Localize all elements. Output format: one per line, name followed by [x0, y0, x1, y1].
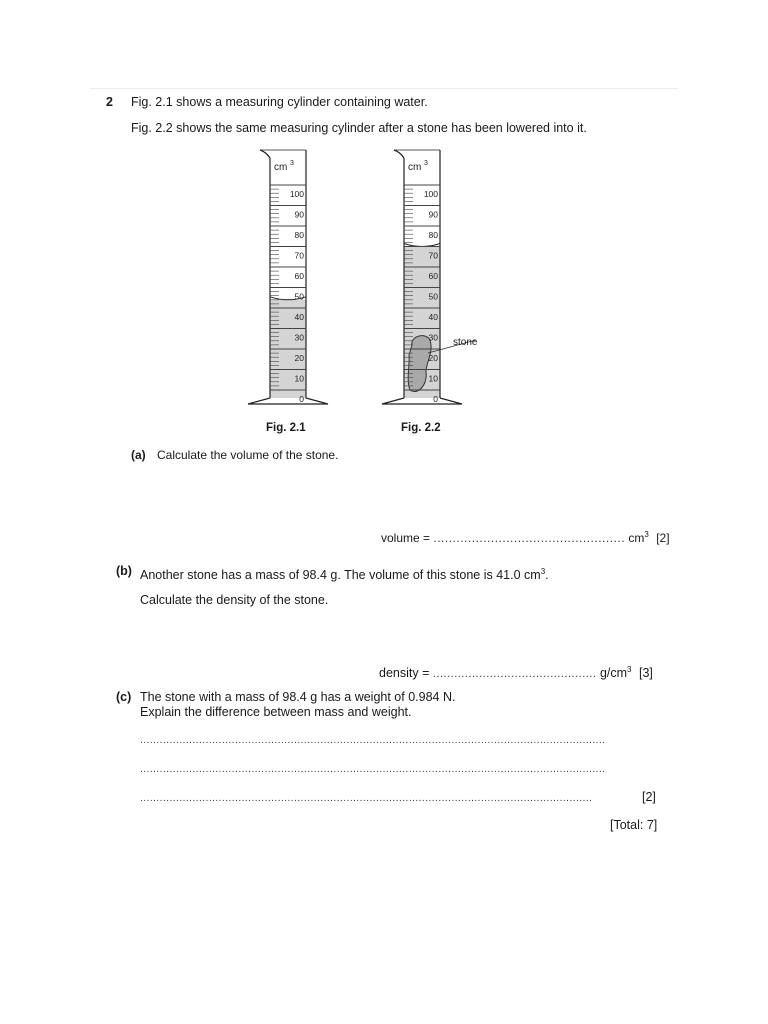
- cylinder-base: [382, 398, 462, 404]
- tube-lip: [394, 150, 404, 158]
- part-b-marks: [3]: [638, 666, 653, 681]
- part-c-marks: [2]: [642, 790, 656, 804]
- fig-2-1-caption: Fig. 2.1: [266, 422, 306, 434]
- volume-unit: cm: [628, 531, 645, 545]
- unit-label-sup: 3: [424, 160, 428, 167]
- scale-label: 0: [433, 394, 438, 404]
- part-c-text-2: Explain the difference between mass and weight.: [140, 705, 412, 719]
- scale-label: 0: [299, 394, 304, 404]
- stone-label: stone: [453, 337, 478, 348]
- scale-label: 40: [294, 312, 304, 322]
- scale-label: 100: [423, 189, 438, 199]
- scale-label: 70: [294, 250, 304, 261]
- part-c-answer-line-2[interactable]: ..............................................................................................................................................: [140, 764, 606, 775]
- scale-label: 60: [428, 271, 438, 281]
- cylinder-fig-2-1: [248, 150, 328, 404]
- scale-label: 100: [289, 189, 304, 199]
- scale-label: 20: [294, 353, 304, 363]
- scale-label: 50: [294, 291, 304, 302]
- cylinders-diagram: [238, 140, 478, 410]
- measuring-cylinder-figure: [238, 140, 478, 434]
- cylinder-fig-2-2: [382, 150, 476, 404]
- tube-lip: [260, 150, 270, 158]
- part-b-text: [140, 564, 549, 583]
- volume-answer-field[interactable]: ..................................................: [433, 531, 626, 545]
- part-b-text-pre: Another stone has a mass of 98.4 g. The volume of this stone is 41.0 cm: [140, 568, 541, 583]
- part-b-text-post: .: [545, 568, 549, 583]
- scale-label: 40: [428, 312, 438, 322]
- question-number: 2: [106, 95, 113, 109]
- question-intro-1: Fig. 2.1 shows a measuring cylinder containing water.: [131, 95, 428, 109]
- top-rule: [90, 88, 678, 89]
- scale-label: 80: [294, 230, 304, 240]
- scale-label: 90: [294, 209, 304, 220]
- density-prefix: density =: [379, 666, 433, 681]
- scale-label: 20: [428, 353, 438, 363]
- part-a-answer-line: [381, 528, 670, 545]
- unit-label: cm: [274, 162, 288, 173]
- part-c-text-1: The stone with a mass of 98.4 g has a weight of 0.984 N.: [140, 690, 456, 704]
- part-c-label: (c): [116, 690, 132, 704]
- part-a-label: (a): [131, 448, 146, 462]
- part-b-answer-line: [379, 662, 653, 682]
- part-b-label: (b): [116, 564, 132, 578]
- cylinder-base: [248, 398, 328, 404]
- density-unit: g/cm: [599, 666, 628, 681]
- part-c-answer-line-1[interactable]: ..............................................................................................................................................: [140, 735, 606, 746]
- scale-label: 50: [428, 291, 438, 302]
- scale-label: 30: [428, 332, 438, 343]
- unit-label: cm: [408, 162, 422, 173]
- volume-prefix: volume =: [381, 531, 434, 545]
- scale-label: 60: [294, 271, 304, 281]
- volume-unit-sup: 3: [644, 530, 649, 539]
- unit-label-sup: 3: [290, 160, 294, 167]
- scale-label: 30: [294, 332, 304, 343]
- fig-2-2-caption: Fig. 2.2: [401, 422, 441, 434]
- part-a-marks: [2]: [656, 531, 670, 545]
- scale-label: 90: [428, 209, 438, 220]
- scale-label: 10: [294, 373, 304, 384]
- scale-label: 70: [428, 250, 438, 261]
- scale-label: 80: [428, 230, 438, 240]
- density-unit-sup: 3: [627, 665, 632, 674]
- part-b-text-sup: 3: [540, 567, 546, 576]
- scale-label: 10: [428, 373, 438, 384]
- total-marks: [Total: 7]: [610, 818, 658, 832]
- part-a-text: Calculate the volume of the stone.: [157, 448, 339, 462]
- part-c-answer-line-3[interactable]: ..........................................................................................................................................: [140, 793, 593, 804]
- part-b-text-2: Calculate the density of the stone.: [140, 593, 329, 607]
- question-intro-2: Fig. 2.2 shows the same measuring cylinder after a stone has been lowered into it.: [131, 121, 587, 135]
- density-answer-field[interactable]: ..............................................: [432, 668, 597, 681]
